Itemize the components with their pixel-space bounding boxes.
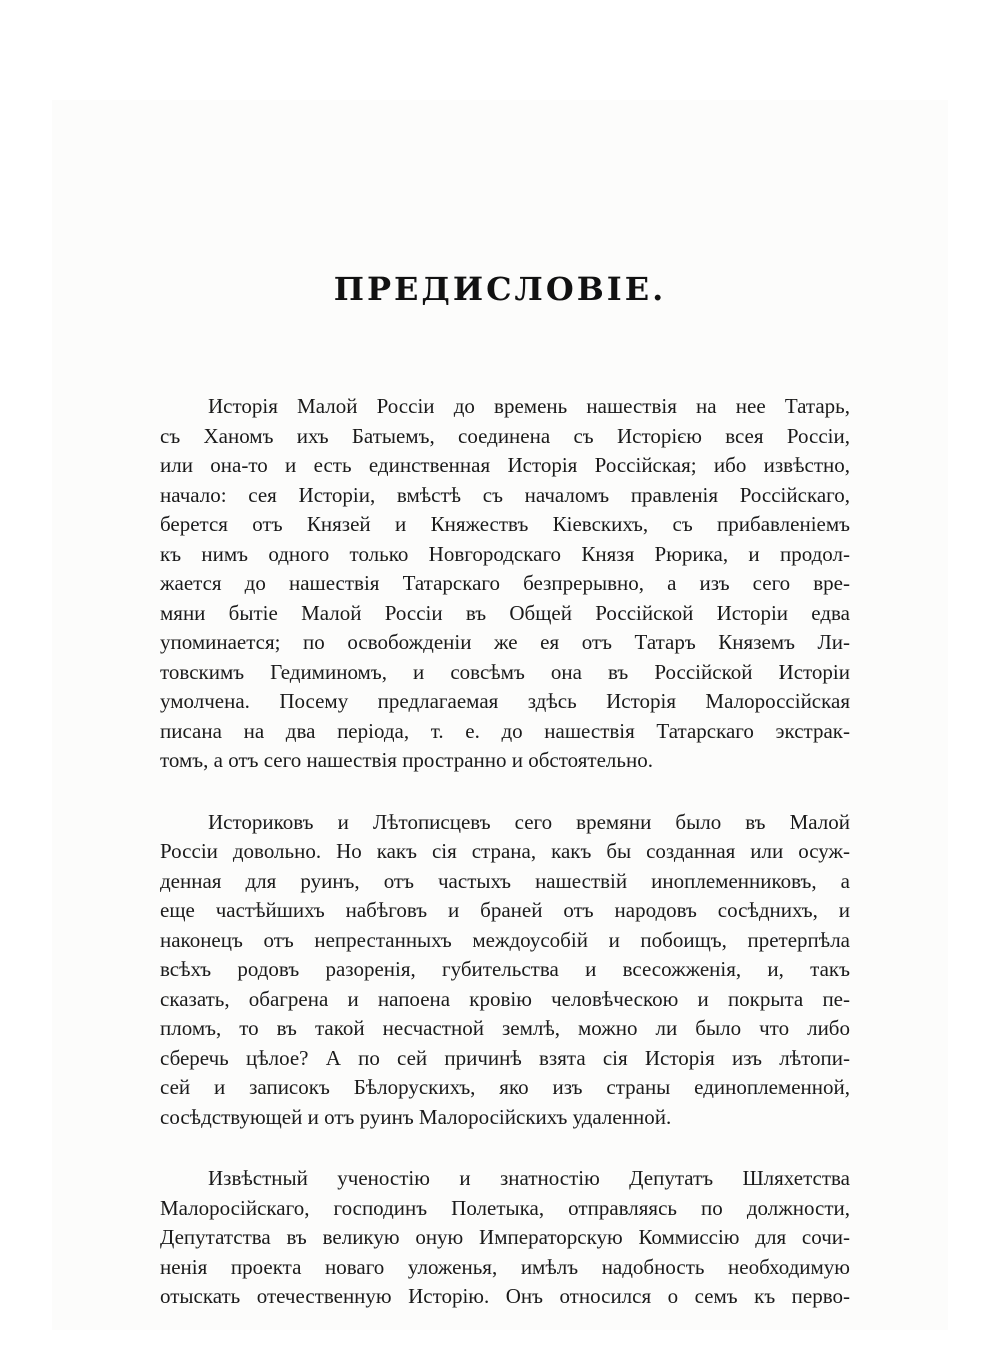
- body-text: [160, 392, 850, 1312]
- text-line: томъ, а отъ сего нашествія пространно и обстоятельно.: [160, 748, 653, 772]
- text-line: еще частѣйшихъ набѣговъ и браней отъ народовъ сосѣднихъ, и: [160, 898, 850, 922]
- text-line: сберечь цѣлое? А по сей причинѣ взята сія Исторія изъ лѣтопи-: [160, 1045, 850, 1070]
- text-line: сказать, обагрена и напоена кровію человѣческою и покрыта пе-: [160, 986, 850, 1011]
- text-line: умолчена. Посему предлагаемая здѣсь Исторія Малороссійская: [160, 689, 850, 713]
- text-line: или она-то и есть единственная Исторія Россійская; ибо извѣстно,: [160, 453, 850, 477]
- text-line: Извѣстный ученостію и знатностію Депутатъ Шляхетства: [208, 1166, 850, 1190]
- text-line: всѣхъ родовъ разоренія, губительства и всесожженія, и, такъ: [160, 957, 850, 981]
- paragraph-1: [160, 392, 850, 776]
- text-line: писана на два періода, т. е. до нашествія Татарскаго экстрак-: [160, 718, 850, 743]
- text-line: къ нимъ одного только Новгородскаго Князя Рюрика, и продол-: [160, 541, 850, 566]
- text-line: сей и записокъ Бѣлорускихъ, яко изъ страны единоплеменной,: [160, 1075, 850, 1099]
- text-line: Исторія Малой Россіи до времень нашествія на нее Татарь,: [208, 394, 850, 418]
- text-line: берется отъ Князей и Княжествъ Кіевскихъ, съ прибавленіемъ: [160, 512, 850, 536]
- text-line: жается до нашествія Татарскаго безпрерывно, а изъ сего вре-: [160, 571, 850, 595]
- text-line: Россіи довольно. Но какъ сія страна, какъ бы созданная или осуж-: [160, 839, 850, 863]
- paragraph-2: [160, 808, 850, 1133]
- text-line: ненія проекта новаго уложенья, имѣлъ надобность необходимую: [160, 1254, 850, 1279]
- text-line: денная для руинъ, отъ частыхъ нашествій иноплеменниковъ, а: [160, 868, 850, 893]
- text-line: начало: сея Исторіи, вмѣстѣ съ началомъ правленія Россійскаго,: [160, 482, 850, 507]
- page-title: ПРЕДИСЛОВІЕ.: [333, 270, 667, 308]
- text-line: наконецъ отъ непрестанныхъ междоусобій и побоищъ, претерпѣла: [160, 927, 850, 952]
- text-line: сосѣдствующей и отъ руинъ Малоросійскихъ удаленной.: [160, 1104, 672, 1129]
- text-line: мяни бытіе Малой Россіи въ Общей Россійской Исторіи едва: [160, 600, 850, 625]
- text-line: Депутатства въ великую оную Императорскую Коммиссію для сочи-: [160, 1225, 850, 1249]
- text-line: Историковъ и Лѣтописцевъ сего времяни было въ Малой: [208, 809, 850, 834]
- text-line: товскимъ Гедиминомъ, и совсѣмъ она въ Россійской Исторіи: [160, 659, 850, 684]
- text-line: упоминается; по освобожденіи же ея отъ Татаръ Княземъ Ли-: [160, 630, 850, 654]
- text-line: пломъ, то въ такой несчастной землѣ, можно ли было что либо: [160, 1016, 850, 1040]
- text-line: Малоросійскаго, господинъ Полетыка, отправляясь по должности,: [160, 1195, 850, 1220]
- paragraph-3: [160, 1164, 850, 1312]
- text-line: съ Ханомъ ихъ Батыемъ, соединена съ Исторією всея Россіи,: [160, 423, 850, 448]
- text-line: отыскать отечественную Исторію. Онъ относился о семъ къ перво-: [160, 1284, 850, 1308]
